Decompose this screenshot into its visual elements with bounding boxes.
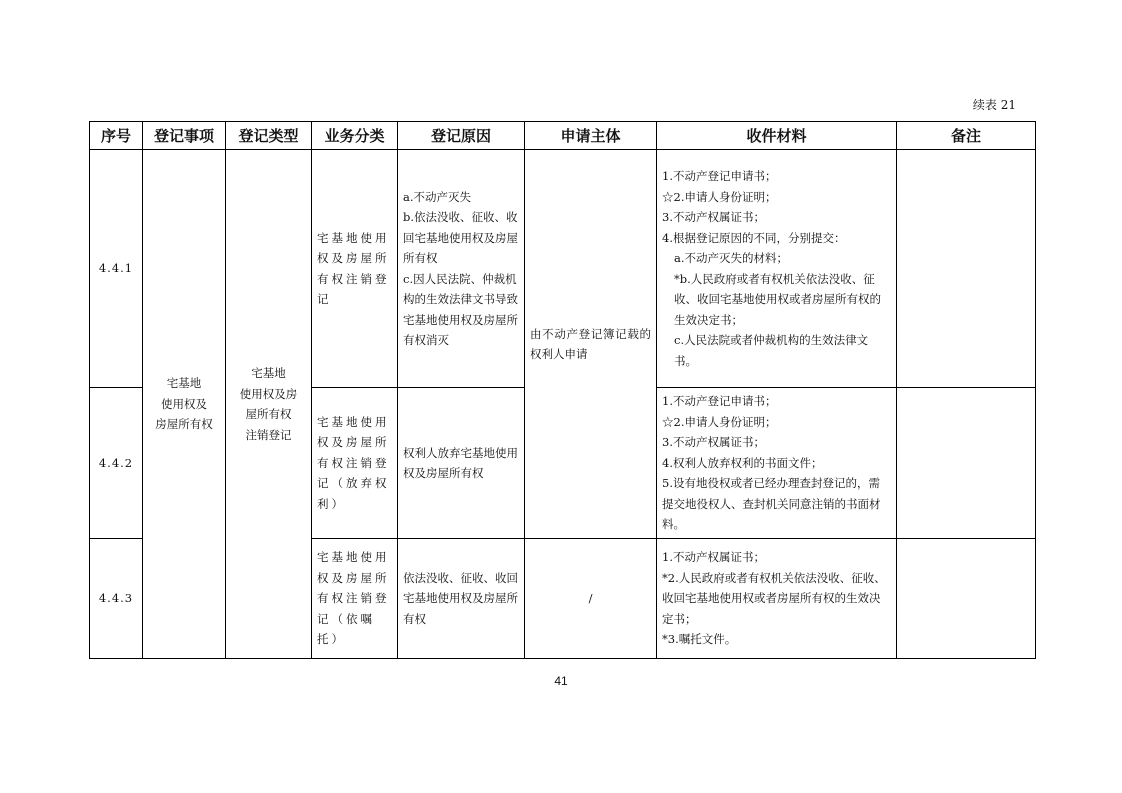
material-item: 4.权利人放弃权利的书面文件； [662, 455, 823, 470]
remark [897, 388, 1036, 539]
row-number: 4.4.2 [90, 388, 143, 539]
reason-line: c.因人民法院、仲裁机构的生效法律文书导致宅基地使用权及房屋所有权消灭 [403, 271, 518, 347]
registration-reason [398, 388, 525, 539]
registration-reason [398, 539, 525, 659]
table-header-row [90, 122, 1036, 150]
col-header-business: 业务分类 [312, 122, 398, 150]
applicant: / [525, 539, 657, 659]
material-item: *b.人民政府或者有权机关依法没收、征收、收回宅基地使用权或者房屋所有权的生效决定书； [674, 271, 881, 327]
col-header-applicant: 申请主体 [525, 122, 657, 150]
material-item: 3.不动产权属证书； [662, 435, 765, 450]
reason-line: 依法没收、征收、收回宅基地使用权及房屋所有权 [403, 570, 518, 626]
material-item: c.人民法院或者仲裁机构的生效法律文书。 [674, 333, 869, 368]
table-caption: 续表 21 [972, 98, 1016, 112]
material-item: ☆2.申请人身份证明； [662, 414, 777, 429]
registration-table [89, 121, 1036, 659]
registration-reason [398, 150, 525, 388]
remark [897, 539, 1036, 659]
reason-line: 权利人放弃宅基地使用权及房屋所有权 [403, 445, 518, 480]
material-item: 3.不动产权属证书； [662, 210, 765, 224]
material-item: 5.设有地役权或者已经办理查封登记的，需提交地役权人、查封机关同意注销的书面材料。 [662, 476, 881, 532]
material-item: 1.不动产登记申请书； [662, 394, 777, 409]
reason-line: a.不动产灭失 [403, 189, 472, 204]
material-item: ☆2.申请人身份证明； [662, 189, 777, 204]
row-number: 4.4.3 [90, 539, 143, 659]
material-item: 1.不动产权属证书； [662, 550, 765, 565]
col-header-item: 登记事项 [143, 122, 226, 150]
col-header-no: 序号 [90, 122, 143, 150]
material-item: 1.不动产登记申请书； [662, 169, 777, 183]
applicant: 由不动产登记簿记载的权利人申请 [525, 150, 657, 539]
table-row [90, 150, 1036, 388]
col-header-materials: 收件材料 [657, 122, 897, 150]
col-header-remark: 备注 [897, 122, 1036, 150]
material-item: a.不动产灭失的材料； [674, 251, 789, 265]
materials-list [657, 150, 897, 388]
material-item: 4.根据登记原因的不同，分别提交： [662, 230, 846, 245]
row-number: 4.4.1 [90, 150, 143, 388]
registration-item: 宅基地 使用权及 房屋所有权 [143, 150, 226, 659]
material-item: *3.嘱托文件。 [662, 632, 737, 647]
business-category: 宅基地使用权及房屋所有权注销登记 [312, 150, 398, 388]
reason-line: b.依法没收、征收、收回宅基地使用权及房屋所有权 [403, 210, 518, 265]
col-header-type: 登记类型 [226, 122, 312, 150]
business-category: 宅基地使用权及房屋所有权注销登记（依嘱托） [312, 539, 398, 659]
business-category: 宅基地使用权及房屋所有权注销登记（放弃权利） [312, 388, 398, 539]
page-number: 41 [554, 674, 568, 688]
materials-list [657, 539, 897, 659]
remark [897, 150, 1036, 388]
materials-list [657, 388, 897, 539]
material-item: *2.人民政府或者有权机关依法没收、征收、收回宅基地使用权或者房屋所有权的生效决定书； [662, 570, 886, 626]
col-header-reason: 登记原因 [398, 122, 525, 150]
registration-type: 宅基地 使用权及房 屋所有权 注销登记 [226, 150, 312, 659]
